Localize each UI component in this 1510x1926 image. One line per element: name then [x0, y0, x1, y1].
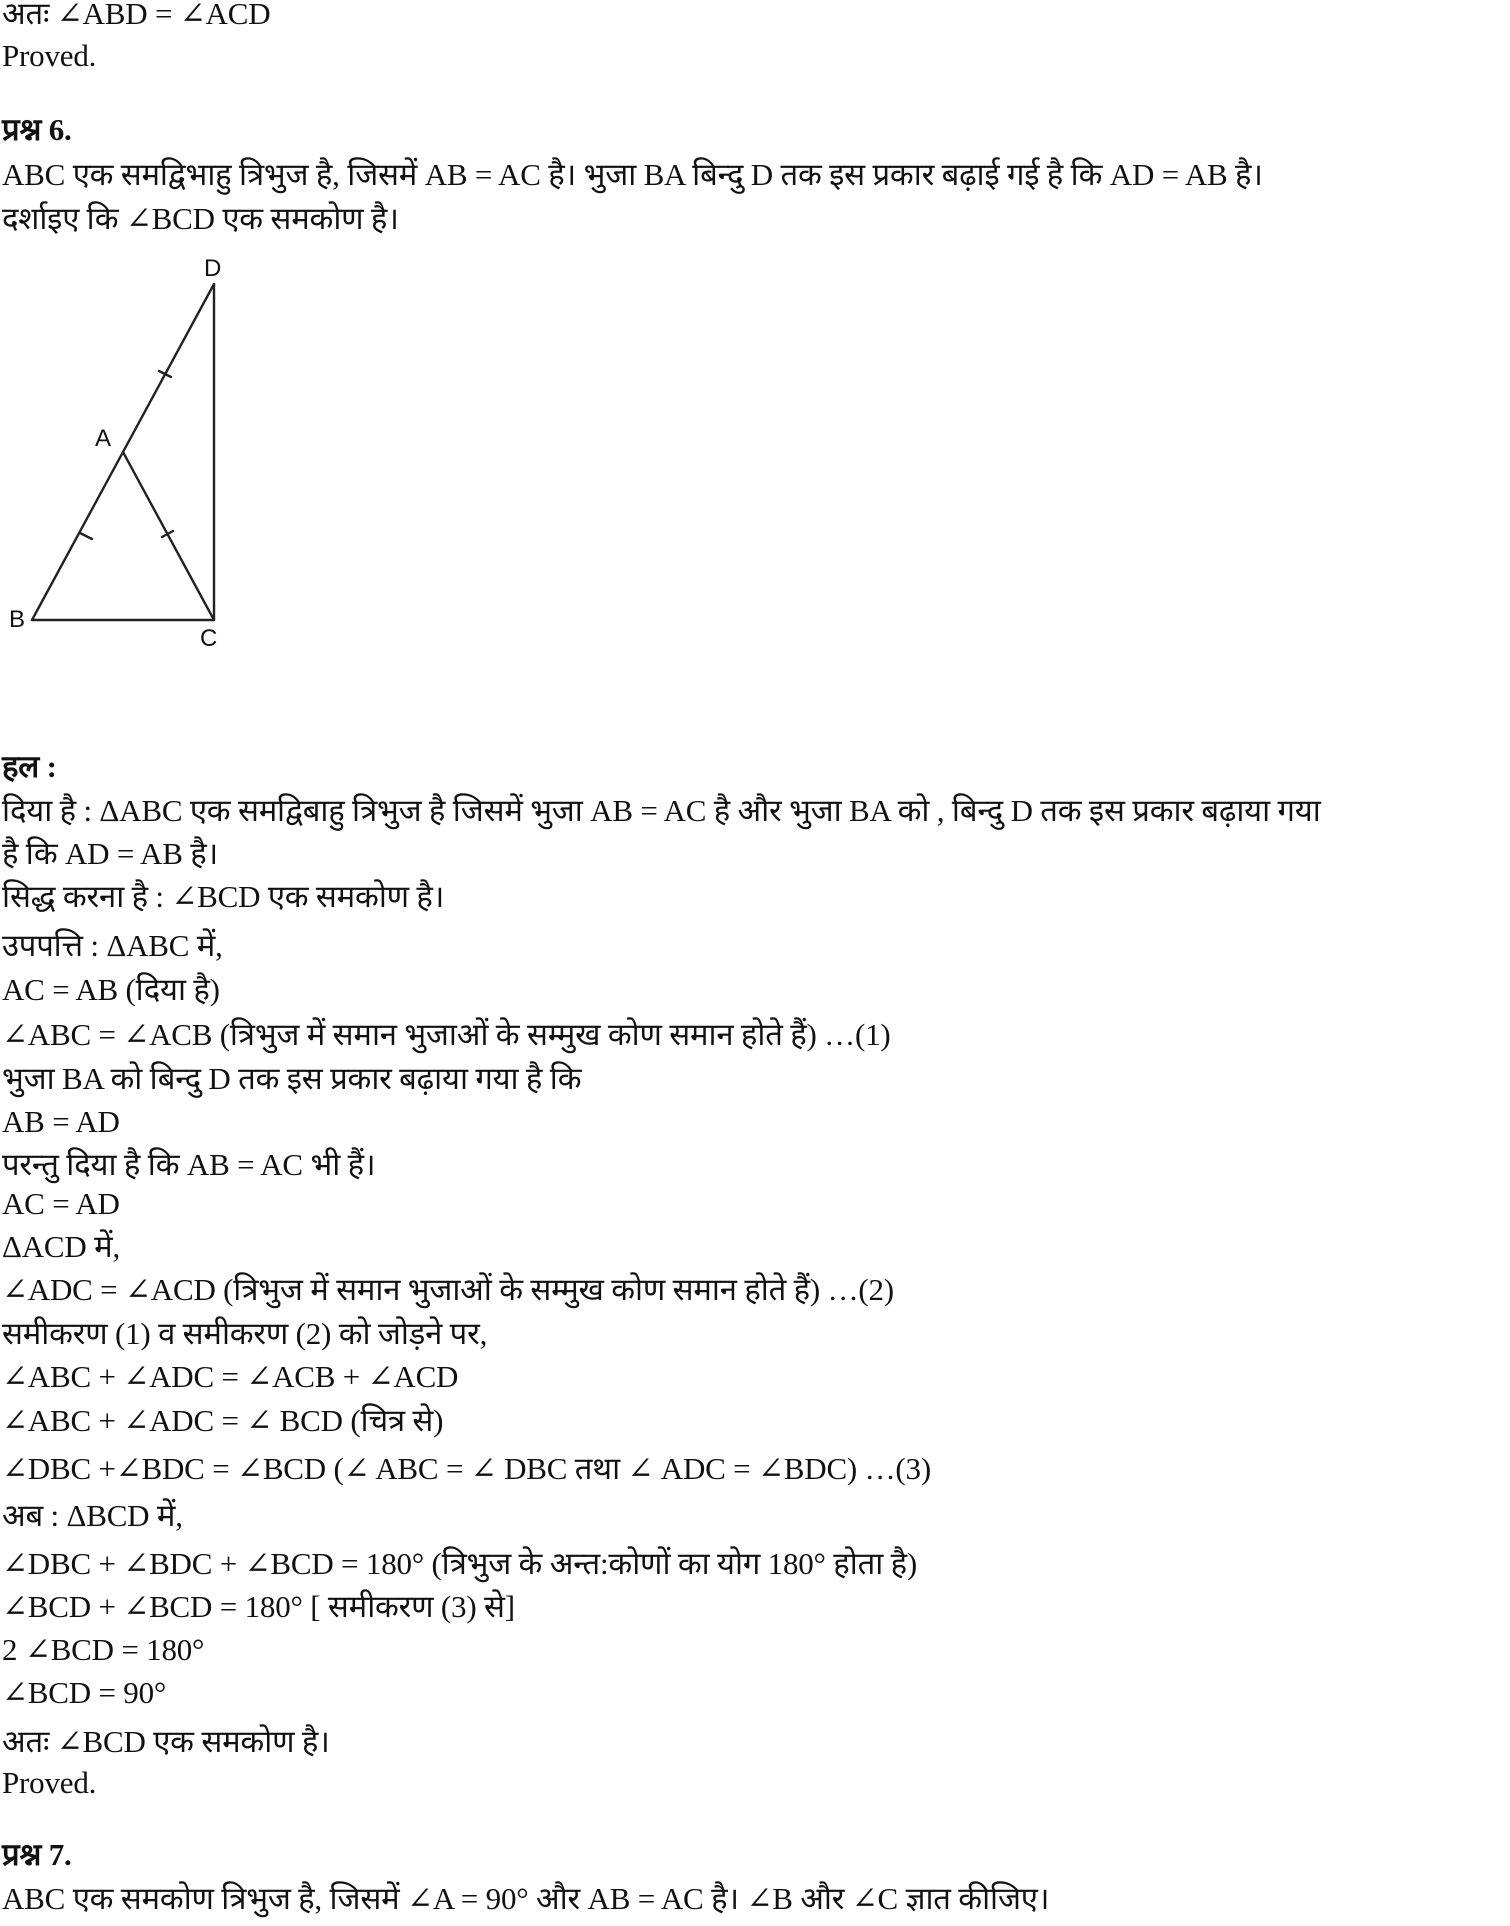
proof-step: अब : ΔBCD में,: [2, 1498, 183, 1533]
tick-ab: [80, 533, 92, 539]
label-d: D: [204, 255, 222, 282]
solution-heading: हल :: [2, 749, 57, 784]
proof-step: AC = AD: [2, 1186, 120, 1221]
proof-start-line: उपपत्ति : ΔABC में,: [2, 928, 223, 963]
label-b: B: [9, 606, 26, 633]
proof-step: ΔACD में,: [2, 1229, 121, 1264]
proof-step: 2 ∠BCD = 180°: [2, 1632, 205, 1667]
label-a: A: [95, 425, 112, 452]
question-6-heading: प्रश्न 6.: [2, 112, 72, 147]
proof-step: ∠DBC + ∠BDC + ∠BCD = 180° (त्रिभुज के अन्त:कोणों का योग 180° होता है): [2, 1546, 918, 1581]
proof-step: परन्तु दिया है कि AB = AC भी हैं।: [2, 1147, 376, 1182]
proved-label: Proved.: [2, 38, 97, 73]
proof-step: AC = AB (दिया है): [2, 972, 220, 1007]
proof-step: ∠BCD + ∠BCD = 180° [ समीकरण (3) से]: [2, 1589, 515, 1624]
question-6-task: दर्शाइए कि ∠BCD एक समकोण है।: [2, 201, 399, 236]
given-line-1: दिया है : ΔABC एक समद्विबाहु त्रिभुज है जिसमें भुजा AB = AC है और भुजा BA को , बिन्दु D तक इस प्रकार बढ़ाया गया: [2, 793, 1321, 828]
side-ac: [123, 452, 214, 620]
question-7-heading: प्रश्न 7.: [2, 1837, 72, 1872]
proof-step: ∠DBC +∠BDC = ∠BCD (∠ ABC = ∠ DBC तथा ∠ ADC = ∠BDC) …(3): [2, 1451, 931, 1486]
proof-step: ∠ABC = ∠ACB (त्रिभुज में समान भुजाओं के सम्मुख कोण समान होते हैं) …(1): [2, 1017, 891, 1052]
triangle-figure: [0, 250, 240, 655]
proof-step: ∠BCD = 90°: [2, 1675, 167, 1710]
proof-step: ∠ADC = ∠ACD (त्रिभुज में समान भुजाओं के सम्मुख कोण समान होते हैं) …(2): [2, 1272, 894, 1307]
proof-step: समीकरण (1) व समीकरण (2) को जोड़ने पर,: [2, 1316, 488, 1351]
proved-label: Proved.: [2, 1765, 97, 1800]
proof-step: भुजा BA को बिन्दु D तक इस प्रकार बढ़ाया गया है कि: [2, 1061, 582, 1096]
proof-step: AB = AD: [2, 1104, 120, 1139]
to-prove-line: सिद्ध करना है : ∠BCD एक समकोण है।: [2, 879, 445, 914]
given-line-2: है कि AD = AB है।: [2, 836, 219, 871]
final-line: अतः ∠BCD एक समकोण है।: [2, 1724, 330, 1759]
question-6-statement: ABC एक समद्विभाहु त्रिभुज है, जिसमें AB = AC है। भुजा BA बिन्दु D तक इस प्रकार बढ़ाई गई है कि AD = AB है।: [2, 157, 1263, 192]
question-7-statement: ABC एक समकोण त्रिभुज है, जिसमें ∠A = 90° और AB = AC है। ∠B और ∠C ज्ञात कीजिए।: [2, 1881, 1050, 1916]
proof-step: ∠ABC + ∠ADC = ∠ BCD (चित्र से): [2, 1403, 444, 1438]
proof-step: ∠ABC + ∠ADC = ∠ACB + ∠ACD: [2, 1359, 459, 1394]
conclusion-line: अतः ∠ABD = ∠ACD: [2, 0, 271, 31]
label-c: C: [200, 625, 218, 652]
